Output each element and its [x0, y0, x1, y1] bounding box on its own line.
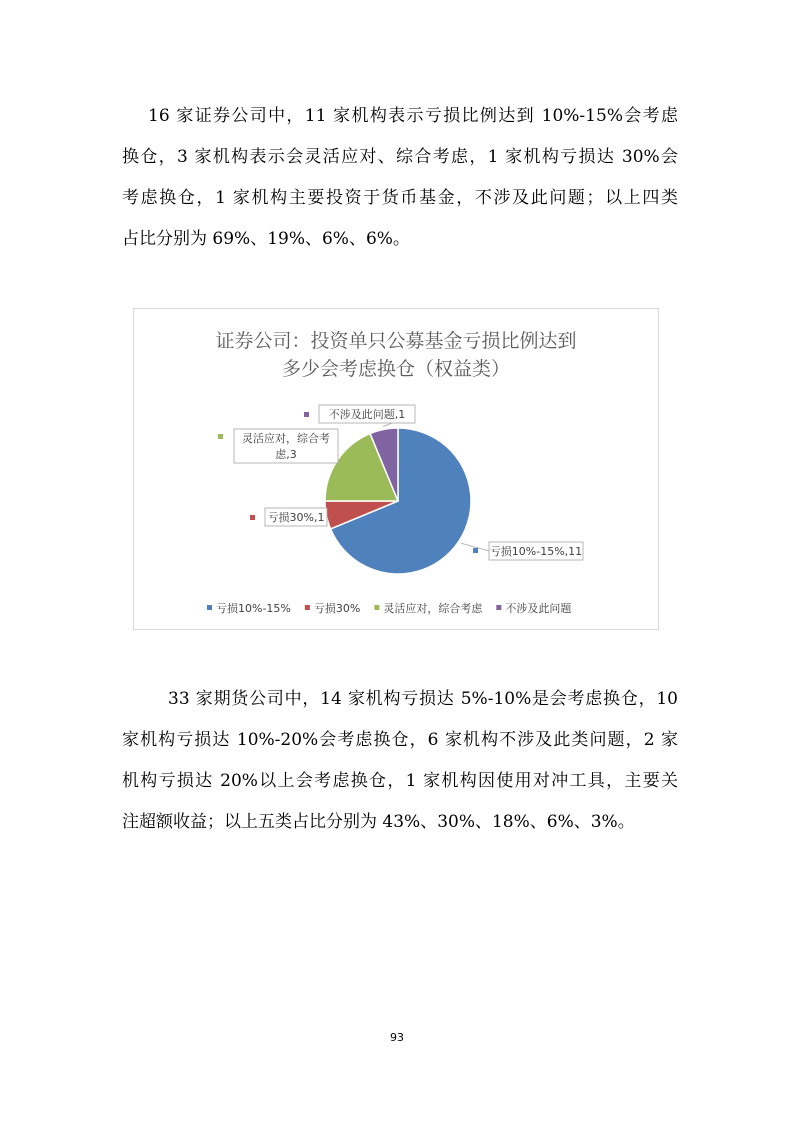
legend-marker-3 [496, 605, 501, 610]
legend-label-0: 亏损10%-15% [216, 602, 291, 615]
data-label-marker-0 [473, 548, 478, 553]
paragraph-line: 家机构亏损达 10%-20%会考虑换仓，6 家机构不涉及此类问题，2 家 [122, 730, 678, 750]
data-label-marker-1 [250, 515, 255, 520]
paragraph-line: 换仓，3 家机构表示会灵活应对、综合考虑，1 家机构亏损达 30%会 [122, 147, 678, 167]
legend-marker-1 [305, 605, 310, 610]
data-label-text-2: 灵活应对，综合考 [242, 432, 330, 445]
paragraph-line: 机构亏损达 20%以上会考虑换仓，1 家机构因使用对冲工具，主要关 [122, 771, 678, 791]
data-label-marker-2 [218, 434, 223, 439]
legend-label-2: 灵活应对，综合考虑 [383, 602, 483, 615]
paragraph-line: 16 家证券公司中，11 家机构表示亏损比例达到 10%-15%会考虑 [148, 106, 678, 126]
data-label-text-3: 不涉及此问题,1 [328, 408, 406, 421]
data-label-text-0: 亏损10%-15%,11 [489, 545, 583, 558]
pie-chart [133, 308, 659, 630]
legend-marker-0 [207, 605, 212, 610]
legend-label-3: 不涉及此问题 [505, 602, 572, 615]
data-label-text-2: 虑,3 [275, 448, 297, 461]
legend-label-1: 亏损30% [313, 602, 361, 615]
paragraph-line: 注超额收益；以上五类占比分别为 43%、30%、18%、6%、3%。 [122, 812, 635, 832]
paragraph-line: 考虑换仓，1 家机构主要投资于货币基金，不涉及此问题；以上四类 [122, 188, 678, 208]
paragraph-line: 占比分别为 69%、19%、6%、6%。 [122, 229, 410, 249]
chart-title-line2: 多少会考虑换仓（权益类） [281, 358, 510, 380]
page-number: 93 [390, 1031, 404, 1044]
pie-chart-svg [134, 309, 658, 629]
data-label-marker-3 [304, 412, 309, 417]
legend-marker-2 [374, 605, 379, 610]
data-label-text-1: 亏损30%,1 [267, 511, 325, 524]
paragraph-futures [122, 679, 678, 843]
chart-title-line1: 证券公司：投资单只公募基金亏损比例达到 [215, 330, 577, 352]
paragraph-securities [122, 96, 678, 260]
paragraph-line: 33 家期货公司中，14 家机构亏损达 5%-10%是会考虑换仓，10 [168, 689, 678, 709]
